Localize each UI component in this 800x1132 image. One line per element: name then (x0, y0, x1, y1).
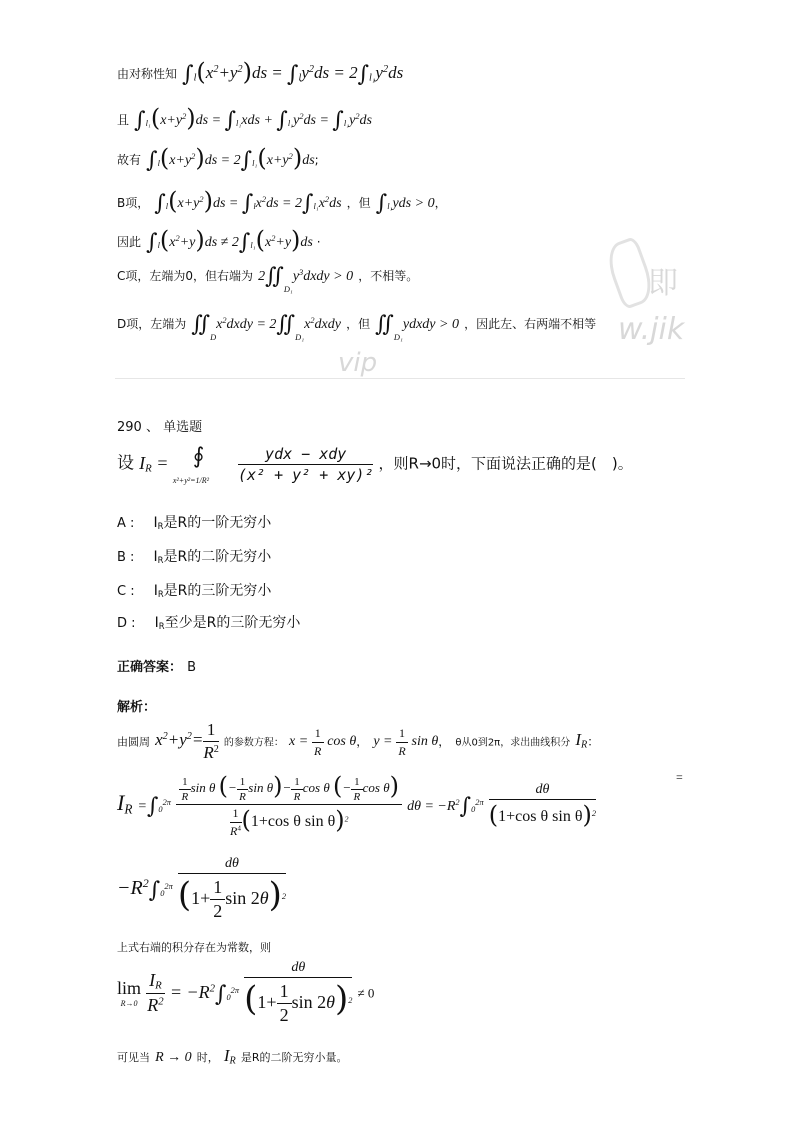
watermark-text: w.jik (618, 312, 685, 347)
explanation-line-2: 且 $\int_{l_1}(x+y^2)ds = \int_{l_1}xds + \int_{l_1}y^2ds = \int_{l_1}y^2ds$ (117, 104, 372, 133)
option-b[interactable]: B : $I_R$是R的二阶无穷小 (117, 549, 272, 566)
formula: $\int_l(x^2+y^2)ds = \int_ly^2ds = 2\int_{l_1}y^2ds$ (182, 58, 404, 87)
formula: $x^2+y^2=$ $\frac{1}{R^2}$ (155, 720, 219, 762)
analysis-label: 解析： (117, 700, 157, 715)
formula: $\int_{l_1}(x+y^2)ds = \int_{l_1}xds + \int_{l_1}y^2ds = \int_{l_1}y^2ds$ (134, 104, 372, 133)
option-d[interactable]: D : $I_R$至少是R的三阶无穷小 (117, 615, 301, 632)
analysis-line-5: lim R→0 $\frac{I_R}{R^2}$ = $-R^2\int_0^{2\pi}$ dθ (1+ $\frac{1}{2}$ sin 2θ)$^2$ ≠ 0 (117, 960, 375, 1026)
formula: $\int_l(x+y^2)ds = 2\int_{l_1}(x+y^2)ds$ (146, 144, 315, 173)
question-stem: 设 $I_R$ = ∮ x²+y²=1/R² $\frac{\text{ydx − xdy}}{\text{(x² + y² + xy)²}}$ ，则R→0时，下面说法正确的是( )。 (117, 440, 633, 488)
formula: $I_R$ (575, 730, 588, 751)
explanation-line-3: 故有 $\int_l(x+y^2)ds = 2\int_{l_1}(x+y^2)ds$; (117, 144, 319, 173)
analysis-line-1: 由圆周 $x^2+y^2=$ $\frac{1}{R^2}$ 的参数方程： x = $\frac{1}{R}$ cos θ， y = $\frac{1}{R}$ sin θ， θ从0到2π，求出曲线积分 $I_R$： (117, 720, 600, 762)
explanation-line-5: 因此 $\int_l(x^2+y)ds \ne 2\int_{l_1}(x^2+y)ds$ · (117, 226, 321, 255)
question-number: 290 、 单选题 (117, 420, 203, 435)
formula: $∬_{D_1}ydxdy > 0$ (375, 312, 459, 342)
formula: $2∬_{D_1}y^3dxdy > 0$ (258, 264, 354, 294)
formula: $\frac{\text{ydx − xdy}}{\text{(x² + y² + xy)²}}$ (237, 444, 374, 484)
explanation-line-7: D项，左端为 $∬_Dx^2dxdy$ = $2∬_{D_1}x^2dxdy$ ，但 $∬_{D_1}ydxdy > 0$ ，因此左、右两端不相等 (117, 312, 597, 342)
formula: y = $\frac{1}{R}$ sin θ (373, 725, 439, 758)
explanation-line-6: C项，左端为0，但右端为 $2∬_{D_1}y^3dxdy > 0$ ，不相等。 (117, 264, 419, 294)
analysis-line-3: $-R^2\int_0^{2\pi}$ dθ (1+ $\frac{1}{2}$ sin 2θ)$^2$ (117, 856, 287, 922)
formula: $\int_{l_1}yds > 0$ (375, 191, 435, 216)
formula: $∬_Dx^2dxdy$ = $2∬_{D_1}x^2dxdy$ (191, 312, 341, 342)
formula: ∮ x²+y²=1/R² (172, 444, 210, 485)
explanation-line-4: B项， $\int_l(x+y^2)ds = \int_lx^2ds = 2\int_{l_1}x^2ds$ ，但 $\int_{l_1}yds > 0$， (117, 187, 447, 216)
section-divider (115, 378, 685, 379)
formula: $\int_l(x^2+y)ds \ne 2\int_{l_1}(x^2+y)ds$ (146, 226, 313, 255)
option-c[interactable]: C : $I_R$是R的三阶无穷小 (117, 583, 272, 600)
analysis-line-2: $I_R =\int_0^{2\pi}$ $\frac{1}{R}$ sin θ (− $\frac{1}{R}$ sin θ)− $\frac{1}{R}$ cos θ (− $\frac{1}{R}$ cos θ) $\frac{1}{R^4}$ (1+cos θ sin θ)$^2$ $d\theta = -R^2\int_0^{2\pi}$ $\frac{d\theta}{(1+\cos \theta \sin \theta)^2}$ (117, 772, 597, 839)
formula: $\int_l(x+y^2)ds = \int_lx^2ds = 2\int_{l_1}x^2ds$ (154, 187, 342, 216)
option-a[interactable]: A : $I_R$是R的一阶无穷小 (117, 515, 272, 532)
formula: x = $\frac{1}{R}$ cos θ (289, 725, 357, 758)
formula: $I_R$ = (139, 452, 173, 475)
analysis-line-4: 上式右端的积分存在为常数，则 (117, 941, 271, 954)
watermark-text: vip (338, 348, 378, 378)
watermark-text: 即 (648, 266, 678, 301)
equals-sign: = (676, 770, 683, 784)
analysis-line-6: 可见当 R → 0 时， $I_R$ 是R的二阶无穷小量。 (117, 1046, 348, 1067)
correct-answer: 正确答案： B (117, 660, 197, 675)
explanation-line-1: 由对称性知 $\int_l(x^2+y^2)ds = \int_ly^2ds = 2\int_{l_1}y^2ds$ (117, 58, 404, 87)
